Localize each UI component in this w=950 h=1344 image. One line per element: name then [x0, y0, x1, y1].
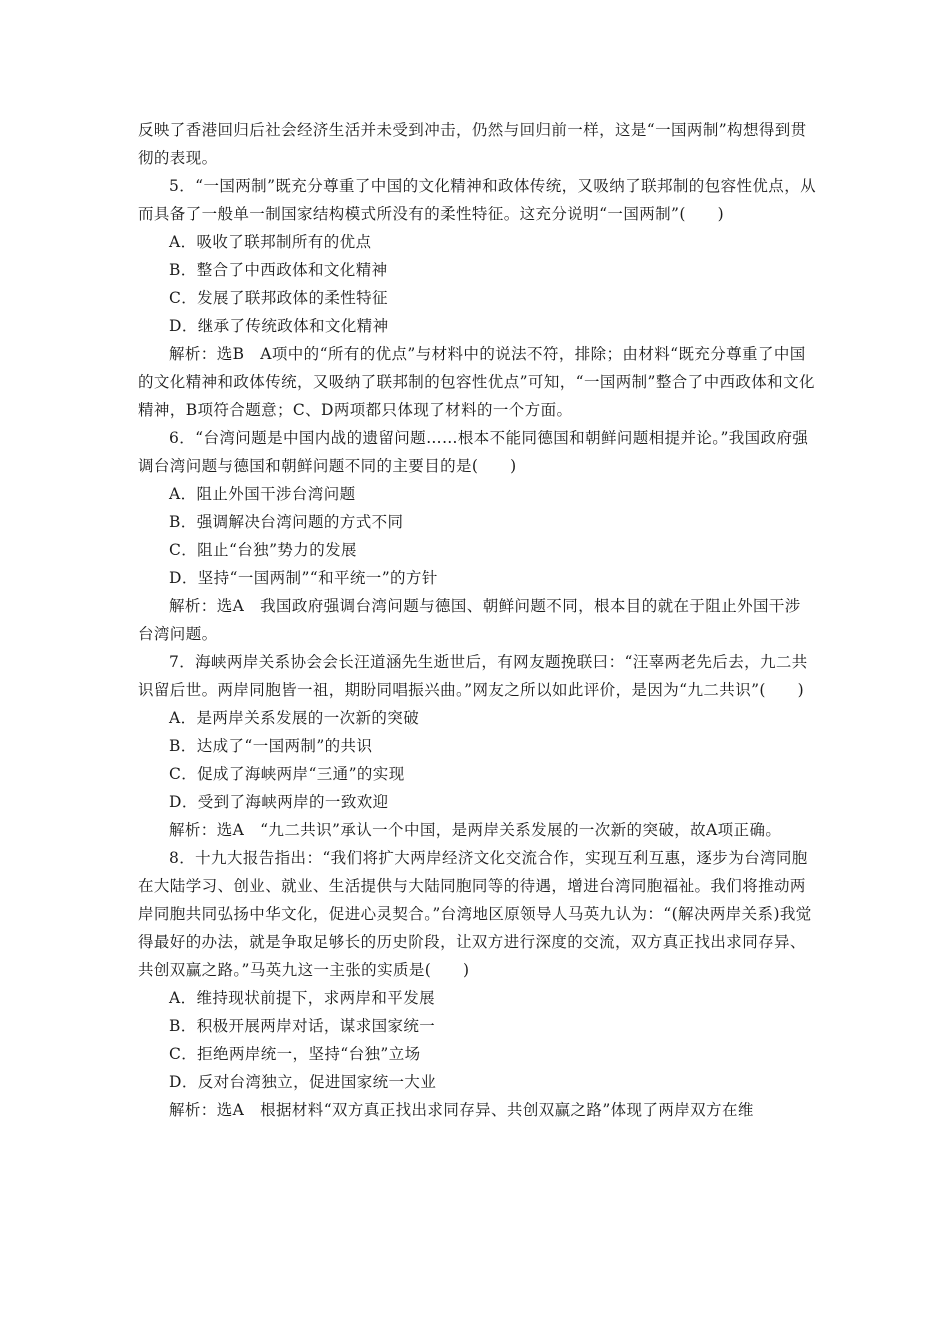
question-6: [138, 424, 816, 648]
option-c: C．拒绝两岸统一，坚持“台独”立场: [169, 1045, 421, 1063]
document-page: [138, 116, 816, 1124]
question-stem: 7．海峡两岸关系协会会长汪道涵先生逝世后，有网友题挽联曰：“汪辜两老先后去，九二共识留后世。两岸同胞皆一祖，期盼同唱振兴曲。”网友之所以如此评价，是因为“九二共识”( ): [138, 653, 808, 699]
option-a: A．维持现状前提下，求两岸和平发展: [169, 989, 435, 1007]
question-8: [138, 844, 816, 1124]
continuation-text: 反映了香港回归后社会经济生活并未受到冲击，仍然与回归前一样，这是“一国两制”构想得到贯彻的表现。: [138, 121, 807, 167]
option-a: A．吸收了联邦制所有的优点: [169, 233, 372, 251]
option-d: D．受到了海峡两岸的一致欢迎: [169, 793, 389, 811]
question-7: [138, 648, 816, 844]
question-stem: 5．“一国两制”既充分尊重了中国的文化精神和政体传统，又吸纳了联邦制的包容性优点，从而具备了一般单一制国家结构模式所没有的柔性特征。这充分说明“一国两制”( ): [138, 177, 817, 223]
analysis-text: 解析：选A “九二共识”承认一个中国，是两岸关系发展的一次新的突破，故A项正确。: [169, 821, 782, 839]
analysis-text: 解析：选B A项中的“所有的优点”与材料中的说法不符，排除；由材料“既充分尊重了中国的文化精神和政体传统，又吸纳了联邦制的包容性优点”可知，“一国两制”整合了中西政体和文化精神，B项符合题意；C、D两项都只体现了材料的一个方面。: [138, 345, 815, 419]
analysis-text: 解析：选A 根据材料“双方真正找出求同存异、共创双赢之路”体现了两岸双方在维: [169, 1101, 754, 1119]
option-c: C．促成了海峡两岸“三通”的实现: [169, 765, 405, 783]
option-b: B．积极开展两岸对话，谋求国家统一: [169, 1017, 436, 1035]
analysis-text: 解析：选A 我国政府强调台湾问题与德国、朝鲜问题不同，根本目的就在于阻止外国干涉台湾问题。: [138, 597, 801, 643]
question-stem: 6．“台湾问题是中国内战的遗留问题……根本不能同德国和朝鲜问题相提并论。”我国政府强调台湾问题与德国和朝鲜问题不同的主要目的是( ): [138, 429, 809, 475]
option-d: D．反对台湾独立，促进国家统一大业: [169, 1073, 437, 1091]
option-a: A．是两岸关系发展的一次新的突破: [169, 709, 420, 727]
option-b: B．整合了中西政体和文化精神: [169, 261, 388, 279]
option-c: C．发展了联邦政体的柔性特征: [169, 289, 388, 307]
question-5: [138, 172, 816, 424]
option-b: B．达成了“一国两制”的共识: [169, 737, 373, 755]
option-c: C．阻止“台独”势力的发展: [169, 541, 357, 559]
option-a: A．阻止外国干涉台湾问题: [169, 485, 356, 503]
option-d: D．坚持“一国两制”“和平统一”的方针: [169, 569, 438, 587]
question-stem: 8．十九大报告指出：“我们将扩大两岸经济文化交流合作，实现互利互惠，逐步为台湾同胞在大陆学习、创业、就业、生活提供与大陆同胞同等的待遇，增进台湾同胞福祉。我们将推动两岸同胞共同弘扬中华文化，促进心灵契合。”台湾地区原领导人马英九认为：“(解决两岸关系)我觉得最好的办法，就是争取足够长的历史阶段，让双方进行深度的交流，双方真正找出求同存异、共创双赢之路。”马英九这一主张的实质是( ): [138, 849, 812, 979]
option-b: B．强调解决台湾问题的方式不同: [169, 513, 404, 531]
option-d: D．继承了传统政体和文化精神: [169, 317, 389, 335]
